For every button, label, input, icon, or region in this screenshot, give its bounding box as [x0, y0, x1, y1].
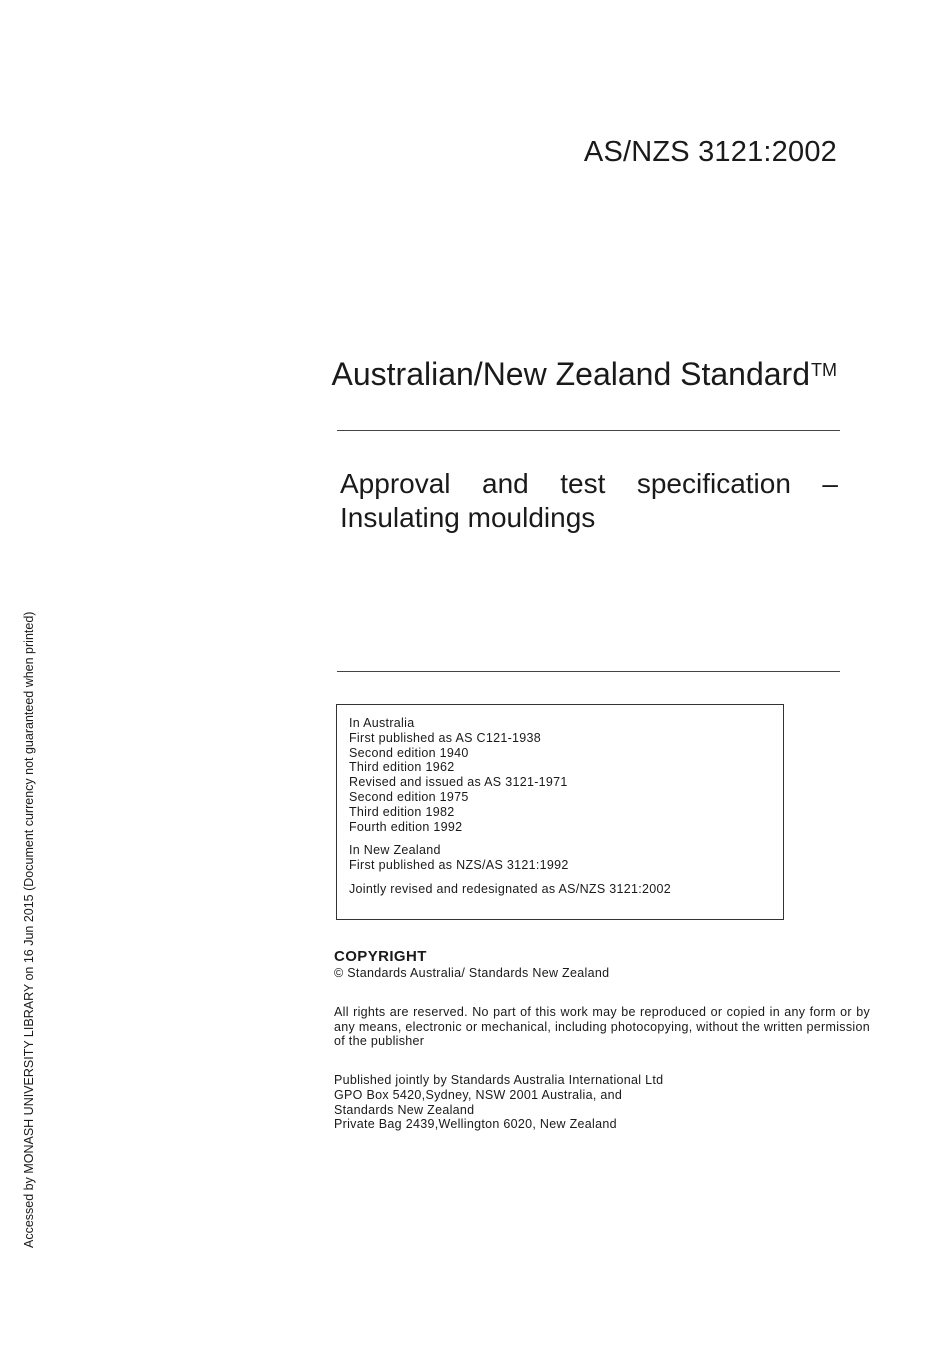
- publication-history: [349, 716, 671, 897]
- copyright-owner: © Standards Australia/ Standards New Zealand: [334, 966, 610, 980]
- publisher-details: [334, 1073, 663, 1132]
- access-watermark: Accessed by MONASH UNIVERSITY LIBRARY on 16 Jun 2015 (Document currency not guaranteed when printed): [22, 611, 36, 1248]
- standard-type-heading: [332, 356, 838, 393]
- history-new-zealand: [349, 843, 671, 873]
- publisher-line: Private Bag 2439,Wellington 6020, New Zealand: [334, 1117, 617, 1132]
- title-top-rule: [337, 430, 840, 431]
- publisher-line: Published jointly by Standards Australia International Ltd: [334, 1073, 664, 1087]
- history-line: First published as NZS/AS 3121:1992: [349, 858, 569, 873]
- title-bottom-rule: [337, 671, 840, 672]
- history-australia: [349, 716, 671, 834]
- history-line: Fourth edition 1992: [349, 819, 463, 834]
- title-line-2: Insulating mouldings: [340, 502, 596, 533]
- document-title: [340, 467, 838, 535]
- publisher-line: GPO Box 5420,Sydney, NSW 2001 Australia, and: [334, 1087, 623, 1102]
- standard-type-text: Australian/New Zealand Standard: [331, 356, 810, 392]
- history-line: In New Zealand: [349, 843, 441, 858]
- publication-history-box: [336, 704, 784, 920]
- history-line: Second edition 1940: [349, 745, 469, 760]
- title-line-1: Approval and test specification –: [340, 468, 838, 499]
- publisher-line: Standards New Zealand: [334, 1102, 475, 1117]
- history-line: Second edition 1975: [349, 789, 469, 804]
- copyright-heading: COPYRIGHT: [334, 948, 427, 965]
- trademark-mark: TM: [811, 360, 837, 380]
- history-jointly-revised: Jointly revised and redesignated as AS/NZS 3121:2002: [349, 881, 672, 896]
- rights-statement: All rights are reserved. No part of this work may be reproduced or copied in any form or by any means, electronic or mechanical, including photocopying, without the written permission of the publisher: [334, 1005, 870, 1049]
- history-line: First published as AS C121-1938: [349, 730, 542, 745]
- standard-number: AS/NZS 3121:2002: [583, 136, 837, 168]
- history-line: Third edition 1982: [349, 804, 455, 819]
- history-line: Third edition 1962: [349, 760, 455, 775]
- history-line: Revised and issued as AS 3121-1971: [349, 775, 568, 790]
- history-line: In Australia: [349, 716, 415, 730]
